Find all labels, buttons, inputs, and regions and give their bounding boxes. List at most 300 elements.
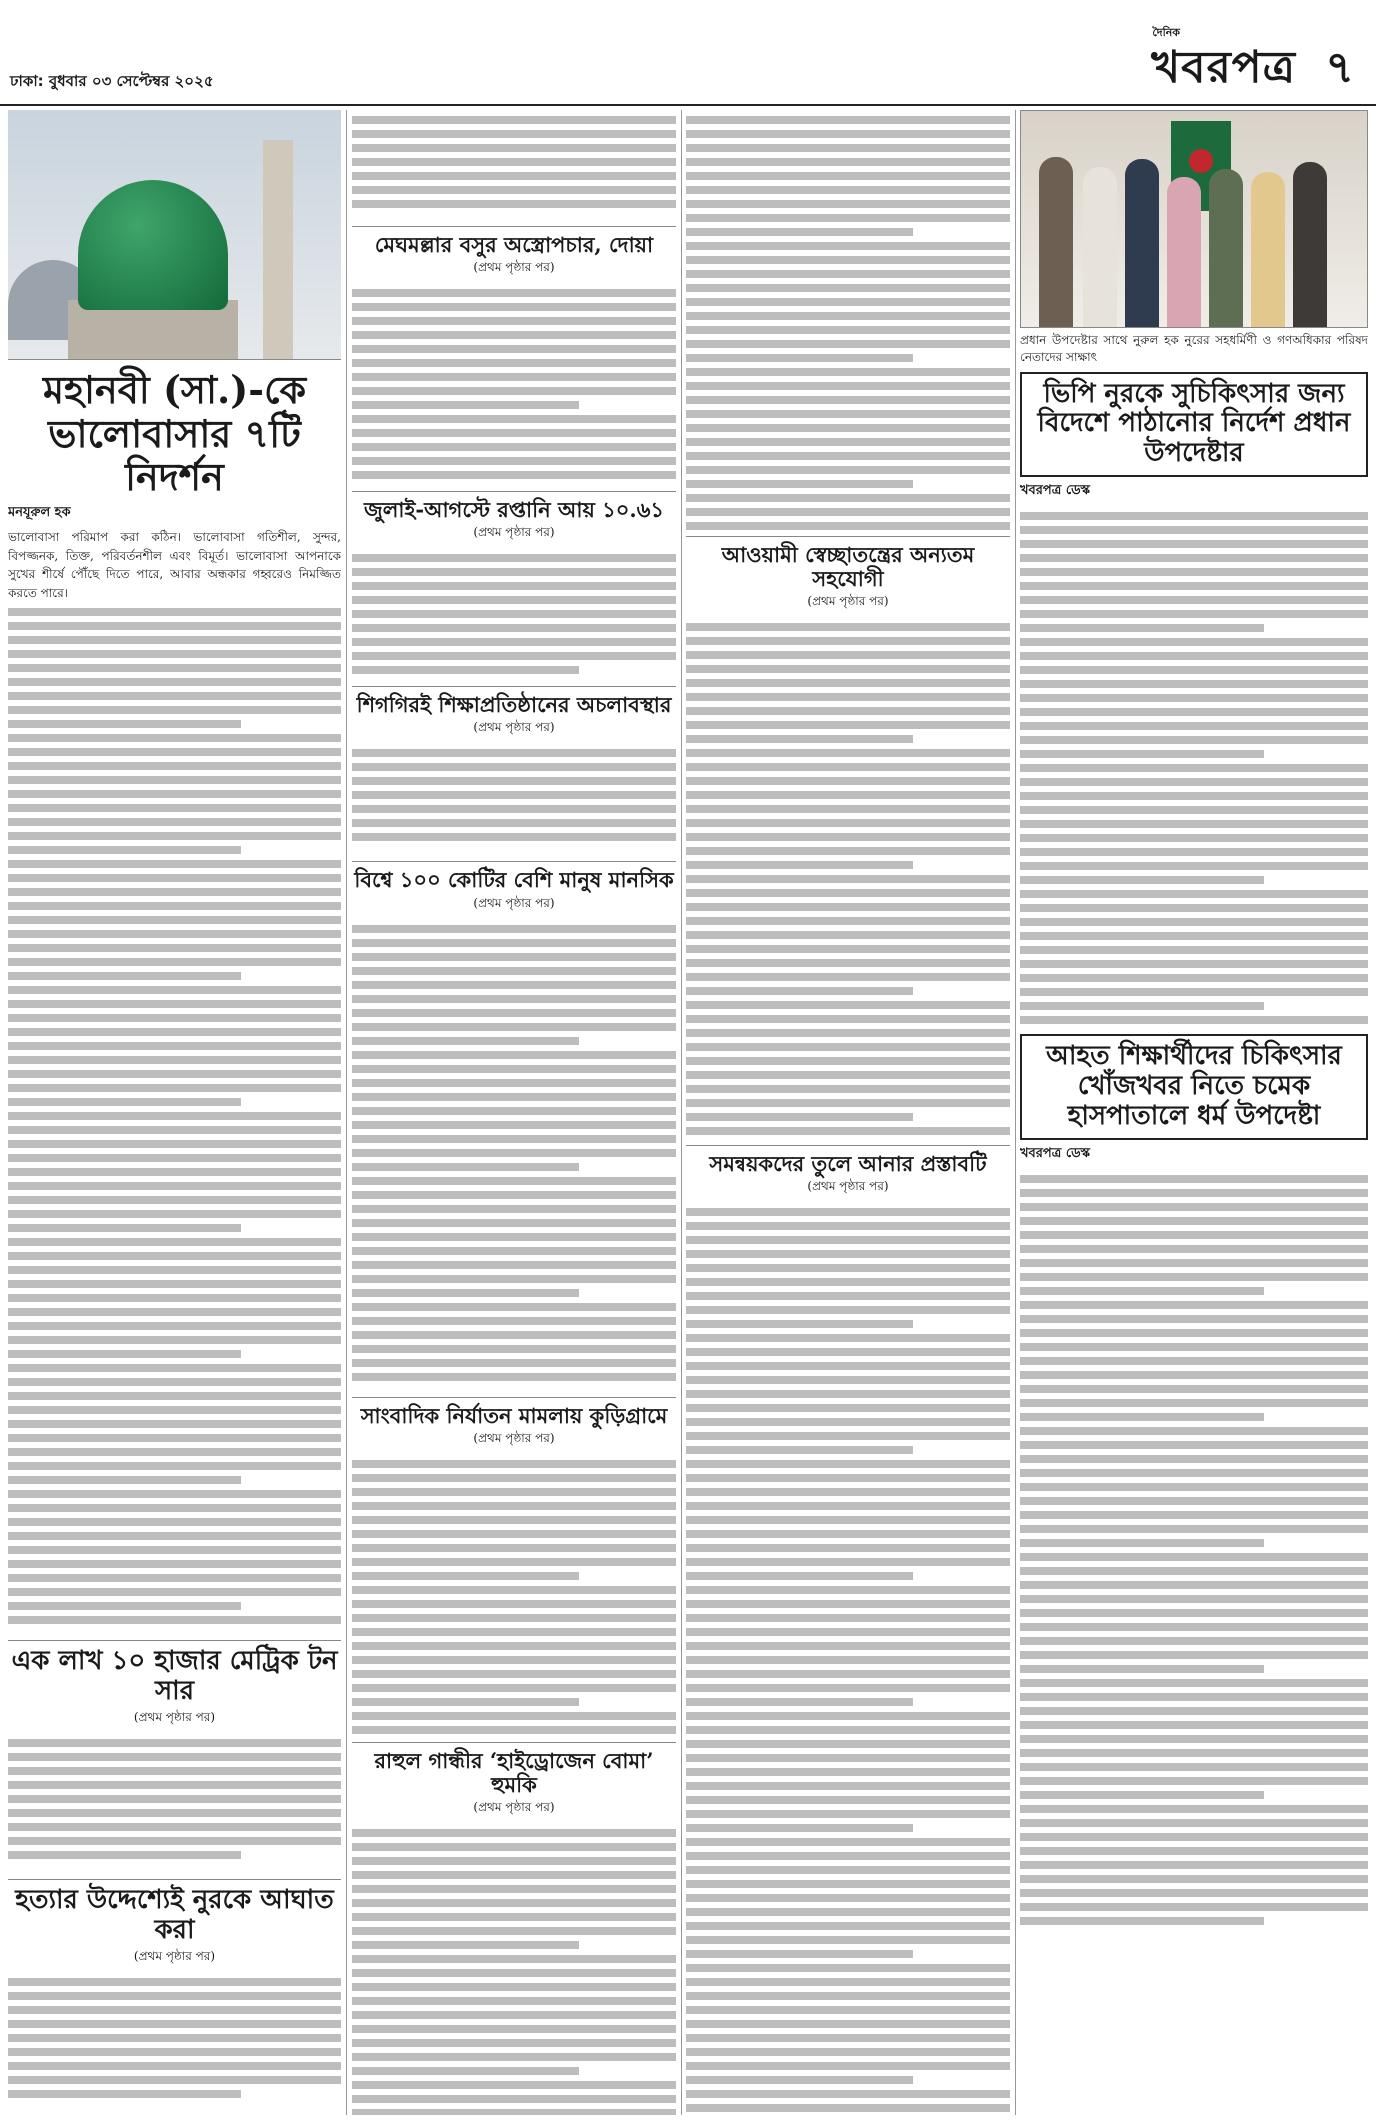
text-line <box>1020 1889 1368 1897</box>
text-line <box>352 1247 676 1255</box>
text-line <box>686 1642 1010 1650</box>
text-line <box>686 1880 1010 1888</box>
text-line <box>352 833 676 841</box>
text-line <box>1020 1469 1368 1477</box>
text-line <box>1020 764 1368 772</box>
text-line <box>686 228 913 236</box>
text-line <box>8 2006 341 2014</box>
text-line <box>8 1767 341 1775</box>
text-line <box>1020 1329 1368 1337</box>
text-line <box>8 1602 241 1610</box>
text-line <box>8 1210 341 1218</box>
text-line <box>1020 1301 1368 1309</box>
text-line <box>1020 806 1368 814</box>
column-3 <box>686 110 1010 2115</box>
text-line <box>352 624 676 632</box>
text-line <box>8 1140 341 1148</box>
text-line <box>686 1376 1010 1384</box>
text-line <box>1020 1016 1368 1024</box>
text-line <box>1020 1875 1368 1883</box>
text-line <box>352 1899 676 1907</box>
text-line <box>1020 1287 1264 1295</box>
text-line <box>8 678 341 686</box>
text-line <box>686 2048 1010 2056</box>
text-line <box>352 2025 676 2033</box>
text-line <box>686 1964 1010 1972</box>
text-line <box>686 1558 1010 1566</box>
text-line <box>686 1936 1010 1944</box>
text-line <box>686 1502 1010 1510</box>
article-body <box>686 1202 1010 2115</box>
text-line <box>1020 834 1368 842</box>
text-line <box>686 1488 1010 1496</box>
text-line <box>352 1871 676 1879</box>
text-line <box>686 1348 1010 1356</box>
text-line <box>686 1614 1010 1622</box>
text-line <box>352 359 676 367</box>
article-body <box>8 1972 341 2102</box>
text-line <box>8 832 341 840</box>
text-line <box>352 568 676 576</box>
text-line <box>686 2020 1010 2028</box>
text-line <box>686 693 1010 701</box>
text-line <box>352 791 676 799</box>
text-line <box>1020 974 1368 982</box>
text-line <box>352 415 676 423</box>
text-line <box>686 623 1010 631</box>
text-line <box>352 939 676 947</box>
text-line <box>352 1065 676 1073</box>
text-line <box>686 1250 1010 1258</box>
text-line <box>8 930 341 938</box>
text-line <box>352 289 676 297</box>
text-line <box>352 1289 579 1297</box>
text-line <box>686 1768 1010 1776</box>
text-line <box>352 1572 579 1580</box>
text-line <box>686 1950 913 1958</box>
text-line <box>352 303 676 311</box>
text-line <box>686 1127 1010 1135</box>
text-line <box>1020 988 1368 996</box>
text-line <box>686 1029 1010 1037</box>
text-line <box>1020 1637 1368 1645</box>
text-line <box>686 861 913 869</box>
text-line <box>686 721 1010 729</box>
text-line <box>352 1093 676 1101</box>
text-line <box>1020 1833 1368 1841</box>
text-line <box>686 1306 1010 1314</box>
text-line <box>8 1560 341 1568</box>
text-line <box>1020 778 1368 786</box>
text-line <box>686 1600 1010 1608</box>
text-line <box>1020 1847 1368 1855</box>
text-line <box>352 116 676 124</box>
text-line <box>352 345 676 353</box>
text-line <box>686 749 1010 757</box>
continued-label: (প্রথম পৃষ্ঠার পর) <box>473 1430 555 1445</box>
headline: ভিপি নুরকে সুচিকিৎসার জন্য বিদেশে পাঠানোর নির্দেশ প্রধান উপদেষ্টার <box>1020 372 1368 478</box>
text-line <box>8 1490 341 1498</box>
article-attack-nur <box>8 1886 341 2102</box>
text-line <box>352 1997 676 2005</box>
text-line <box>686 651 1010 659</box>
text-line <box>1020 1357 1368 1365</box>
text-line <box>352 1051 676 1059</box>
text-line <box>686 1474 1010 1482</box>
text-line <box>1020 1245 1368 1253</box>
text-line <box>8 1224 241 1232</box>
text-line <box>352 638 676 646</box>
text-line <box>8 874 341 882</box>
text-line <box>686 889 1010 897</box>
text-line <box>1020 1791 1264 1799</box>
text-line <box>686 1684 1010 1692</box>
text-line <box>686 1908 1010 1916</box>
headline: সাংবাদিক নির্যাতন মামলায় কুড়িগ্রামে <box>360 1402 668 1428</box>
headline: এক লাখ ১০ হাজার মেট্রিক টন সার <box>11 1646 338 1707</box>
text-line <box>352 582 676 590</box>
article-body <box>352 283 676 483</box>
photo-caption: প্রধান উপদেষ্টার সাথে নুরুল হক নুরের সহধর্মিণী ও গণঅধিকার পরিষদ নেতাদের সাক্ষাৎ <box>1020 333 1368 364</box>
text-line <box>352 1670 676 1678</box>
text-line <box>1020 1455 1368 1463</box>
text-line <box>352 1941 579 1949</box>
text-line <box>686 2034 1010 2042</box>
continued-label: (প্রথম পৃষ্ঠার পর) <box>133 1949 216 1963</box>
text-line <box>1020 1189 1368 1197</box>
text-line <box>686 158 1010 166</box>
text-line <box>686 987 913 995</box>
text-line <box>8 972 241 980</box>
text-line <box>352 2011 676 2019</box>
text-line <box>1020 1805 1368 1813</box>
text-line <box>686 1866 1010 1874</box>
text-line <box>352 1684 676 1692</box>
text-line <box>352 777 676 785</box>
text-line <box>1020 1371 1368 1379</box>
text-line <box>352 1843 676 1851</box>
text-line <box>1020 1651 1368 1659</box>
text-line <box>8 1308 341 1316</box>
text-line <box>686 931 1010 939</box>
text-line <box>1020 1679 1368 1687</box>
text-line <box>8 2062 341 2070</box>
text-line <box>686 1404 1010 1412</box>
text-line <box>1020 1721 1368 1729</box>
text-line <box>686 270 1010 278</box>
text-line <box>352 200 676 208</box>
text-line <box>1020 1203 1368 1211</box>
text-line <box>352 2067 579 2075</box>
text-line <box>686 1071 1010 1079</box>
text-line <box>686 298 1010 306</box>
text-line <box>352 1163 579 1171</box>
text-line <box>686 1712 1010 1720</box>
text-line <box>352 749 676 757</box>
text-line <box>352 443 676 451</box>
text-line <box>8 636 341 644</box>
text-line <box>1020 848 1368 856</box>
text-line <box>352 1079 676 1087</box>
text-line <box>352 2053 676 2061</box>
text-line <box>352 1474 676 1482</box>
text-line <box>352 1107 676 1115</box>
text-line <box>352 1191 676 1199</box>
text-line <box>686 1656 1010 1664</box>
masthead <box>0 0 1376 108</box>
text-line <box>686 2006 1010 2014</box>
article-intro: ভালোবাসা পরিমাপ করা কঠিন। ভালোবাসা গতিশীল, সুন্দর, বিপজ্জনক, তিক্ত, পরিবর্তনশীল এবং বিমূর্ত। ভালোবাসা আপনাকে সুখের শীর্ষে পৌঁছে দিতে পারে, আবার অন্ধকার গহ্বরেও নিমজ্জিত করতে পারে। <box>8 530 341 600</box>
text-line <box>352 666 579 674</box>
headline: আওয়ামী স্বেচ্ছাতন্ত্রের অন্যতম সহযোগী <box>721 542 975 592</box>
text-line <box>8 2090 241 2098</box>
text-line <box>686 1544 1010 1552</box>
article-body <box>352 743 676 853</box>
text-line <box>686 1334 1010 1342</box>
text-line <box>352 144 676 152</box>
text-line <box>8 622 341 630</box>
text-line <box>8 1532 341 1540</box>
column-2 <box>352 110 676 2115</box>
text-line <box>686 1572 913 1580</box>
text-line <box>1020 1002 1264 1010</box>
text-line <box>686 214 1010 222</box>
text-line <box>1020 526 1368 534</box>
text-line <box>686 200 1010 208</box>
text-line <box>8 1350 241 1358</box>
text-line <box>8 1518 341 1526</box>
text-line <box>1020 960 1368 968</box>
text-line <box>1020 582 1368 590</box>
text-line <box>8 734 341 742</box>
article-body <box>8 1733 341 1871</box>
article-vp-nur <box>1020 372 1368 1027</box>
text-line <box>352 373 676 381</box>
text-line <box>8 818 341 826</box>
text-line <box>1020 890 1368 898</box>
text-line <box>352 1614 676 1622</box>
article-body <box>686 617 1010 1137</box>
text-line <box>352 1121 676 1129</box>
article-fertilizer <box>8 1647 341 1871</box>
text-line <box>686 1099 1010 1107</box>
text-line <box>686 382 1010 390</box>
text-line <box>352 1177 676 1185</box>
text-line <box>1020 1553 1368 1561</box>
text-line <box>1020 1861 1368 1869</box>
text-line <box>8 1753 341 1761</box>
text-line <box>352 158 676 166</box>
text-line <box>1020 946 1368 954</box>
text-line <box>1020 1343 1368 1351</box>
text-line <box>352 1642 676 1650</box>
text-line <box>8 860 341 868</box>
text-line <box>352 1009 676 1017</box>
text-line <box>352 1726 676 1734</box>
text-line <box>8 1978 341 1986</box>
issue-date: ঢাকা: বুধবার ০৩ সেপ্টেম্বর ২০২৫ <box>10 72 214 90</box>
text-line <box>8 790 341 798</box>
text-line <box>352 401 579 409</box>
text-line <box>8 1837 341 1845</box>
text-line <box>352 1857 676 1865</box>
page-number: ৭ <box>1325 42 1354 93</box>
text-line <box>1020 1413 1264 1421</box>
text-line <box>352 1502 676 1510</box>
text-line <box>686 354 913 362</box>
text-line <box>686 1222 1010 1230</box>
continued-label: (প্রথম পৃষ্ঠার পর) <box>807 1179 889 1194</box>
text-line <box>8 1809 341 1817</box>
text-line <box>1020 1819 1368 1827</box>
text-line <box>686 1390 1010 1398</box>
text-line <box>8 986 341 994</box>
headline: জুলাই-আগস্টে রপ্তানি আয় ১০.৬১ <box>363 497 665 523</box>
text-line <box>352 1345 676 1353</box>
text-line <box>352 819 676 827</box>
text-line <box>686 1320 913 1328</box>
text-line <box>352 610 676 618</box>
text-line <box>352 172 676 180</box>
text-line <box>8 1462 341 1470</box>
text-line <box>352 1586 676 1594</box>
text-line <box>8 1154 341 1162</box>
text-line <box>1020 680 1368 688</box>
text-line <box>686 903 1010 911</box>
text-line <box>8 944 341 952</box>
byline: খবরপত্র ডেস্ক <box>1020 1145 1091 1161</box>
text-line <box>352 1275 676 1283</box>
text-line <box>1020 666 1368 674</box>
text-line <box>352 1913 676 1921</box>
text-line <box>686 1460 1010 1468</box>
text-line <box>8 1504 341 1512</box>
column-1 <box>8 110 341 2115</box>
text-line <box>8 1781 341 1789</box>
text-line <box>1020 1707 1368 1715</box>
column-divider <box>346 110 347 2115</box>
text-line <box>686 1852 1010 1860</box>
text-line <box>1020 1903 1368 1911</box>
text-line <box>686 679 1010 687</box>
text-line <box>352 471 676 479</box>
text-line <box>8 1378 341 1386</box>
text-line <box>352 1544 676 1552</box>
text-line <box>686 833 1010 841</box>
continued-label: (প্রথম পৃষ্ঠার পর) <box>473 1799 555 1814</box>
text-line <box>1020 820 1368 828</box>
headline: মহানবী (সা.)-কে ভালোবাসার ৭টি নিদর্শন <box>42 367 307 500</box>
text-line <box>352 1885 676 1893</box>
text-line <box>1020 540 1368 548</box>
text-line <box>8 1070 341 1078</box>
text-line <box>686 2076 913 2084</box>
text-line <box>8 902 341 910</box>
text-line <box>686 959 1010 967</box>
text-line <box>8 1588 341 1596</box>
text-line <box>352 925 676 933</box>
text-line <box>352 1373 676 1381</box>
text-line <box>352 2039 676 2047</box>
text-line <box>686 819 1010 827</box>
text-line <box>686 847 1010 855</box>
text-line <box>686 438 1010 446</box>
text-line <box>686 637 1010 645</box>
text-line <box>352 1712 676 1720</box>
text-line <box>686 1432 1010 1440</box>
headline: আহত শিক্ষার্থীদের চিকিৎসার খোঁজখবর নিতে চমেক হাসপাতালে ধর্ম উপদেষ্টা <box>1020 1034 1368 1140</box>
text-line <box>8 720 241 728</box>
text-line <box>686 1698 913 1706</box>
text-line <box>352 1516 676 1524</box>
text-line <box>8 1823 341 1831</box>
text-line <box>1020 1595 1368 1603</box>
text-line <box>8 664 341 672</box>
text-line <box>686 1278 1010 1286</box>
text-line <box>8 1795 341 1803</box>
text-line <box>352 186 676 194</box>
text-line <box>352 763 676 771</box>
text-line <box>1020 1273 1368 1281</box>
text-line <box>352 1628 676 1636</box>
article-awami-associate <box>686 543 1010 1137</box>
text-line <box>352 1955 676 1963</box>
text-line <box>1020 1749 1368 1757</box>
text-line <box>1020 1581 1368 1589</box>
text-line <box>686 1754 1010 1762</box>
text-line <box>352 1600 676 1608</box>
text-line <box>1020 596 1368 604</box>
column-4 <box>1020 110 1368 2115</box>
byline: মনযূরুল হক <box>8 505 71 521</box>
text-line <box>686 1824 913 1832</box>
text-line <box>352 981 676 989</box>
text-line <box>686 2062 1010 2070</box>
text-line <box>1020 554 1368 562</box>
text-line <box>686 1085 1010 1093</box>
text-line <box>686 340 1010 348</box>
text-line <box>1020 694 1368 702</box>
text-line <box>686 1516 1010 1524</box>
text-line <box>686 424 1010 432</box>
text-line <box>1020 1623 1368 1631</box>
text-line <box>1020 652 1368 660</box>
text-line <box>686 256 1010 264</box>
text-line <box>1020 1259 1368 1267</box>
text-line <box>352 1233 676 1241</box>
text-line <box>352 317 676 325</box>
text-line <box>686 312 1010 320</box>
text-line <box>1020 624 1264 632</box>
text-line <box>1020 1539 1264 1547</box>
text-line <box>352 457 676 465</box>
text-line <box>352 1656 676 1664</box>
text-line <box>8 1056 341 1064</box>
text-line <box>686 480 913 488</box>
text-line <box>686 1782 1010 1790</box>
text-line <box>1020 750 1264 758</box>
text-line <box>686 368 1010 376</box>
text-line <box>686 1057 1010 1065</box>
text-line <box>1020 1483 1368 1491</box>
text-line <box>1020 708 1368 716</box>
text-line <box>8 1448 341 1456</box>
text-line <box>352 967 676 975</box>
text-line <box>686 1236 1010 1244</box>
text-line <box>8 2034 341 2042</box>
text-line <box>8 1336 341 1344</box>
text-line <box>686 1015 1010 1023</box>
